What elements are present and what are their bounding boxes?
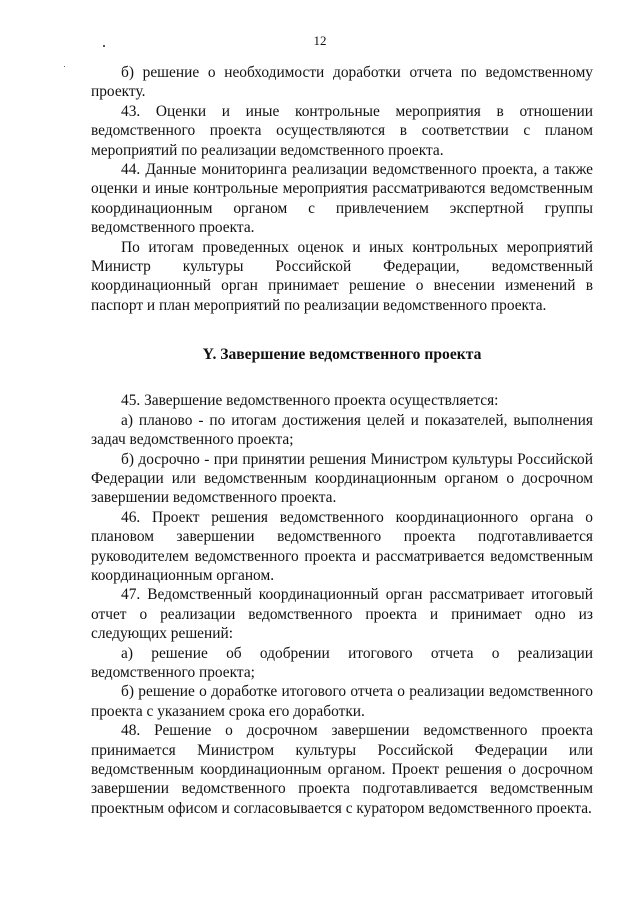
page-number: 12 bbox=[313, 33, 327, 48]
paragraph: 48. Решение о досрочном завершении ведомственного проекта принимается Министром культуры Российской Федерации или ведомственным координационным органом. Проект решения о досрочном завершении ведомственного проекта подготавливается ведомственным проектным офисом и согласовывается с куратором ведомственного проекта. bbox=[91, 722, 593, 817]
paragraph: а) планово - по итогам достижения целей и показателей, выполнения задач ведомственного проекта; bbox=[91, 411, 593, 449]
section-heading: Y. Завершение ведомственного проекта bbox=[202, 346, 482, 364]
paragraph: б) решение о необходимости доработки отчета по ведомственному проекту. bbox=[91, 64, 593, 101]
scan-speck bbox=[103, 45, 105, 47]
paragraph: б) решение о доработке итогового отчета о реализации ведомственного проекта с указанием срока его доработки. bbox=[91, 683, 593, 720]
paragraph: 46. Проект решения ведомственного координационного органа о плановом завершении ведомственного проекта подготавливается руководителем ведомственного проекта и рассматривается ведомственным координационным органом. bbox=[91, 508, 593, 584]
paragraph: По итогам проведенных оценок и иных контрольных мероприятий Министр культуры Российской Федерации, ведомственный координационный орган принимает решение о внесении изменений в паспорт и план мероприятий по реализации ведомственного проекта. bbox=[91, 238, 593, 314]
scan-speck bbox=[64, 66, 65, 67]
paragraph: б) досрочно - при принятии решения Министром культуры Российской Федерации или ведомственным координационным органом о досрочном завершении ведомственного проекта. bbox=[91, 450, 593, 507]
paragraph: а) решение об одобрении итогового отчета о реализации ведомственного проекта; bbox=[91, 644, 593, 681]
paragraph: 47. Ведомственный координационный орган рассматривает итоговый отчет о реализации ведомственного проекта и принимает одно из следующих решений: bbox=[91, 586, 593, 643]
paragraph: 45. Завершение ведомственного проекта осуществляется: bbox=[121, 392, 499, 410]
document-body bbox=[91, 63, 593, 818]
paragraph: 44. Данные мониторинга реализации ведомственного проекта, а также оценки и иные контрольные мероприятия рассматриваются ведомственным координационным органом с привлечением экспертной группы ведомственного проекта. bbox=[91, 161, 593, 237]
paragraph: 43. Оценки и иные контрольные мероприятия в отношении ведомственного проекта осуществляются в соответствии с планом мероприятий по реализации ведомственного проекта. bbox=[91, 102, 593, 159]
